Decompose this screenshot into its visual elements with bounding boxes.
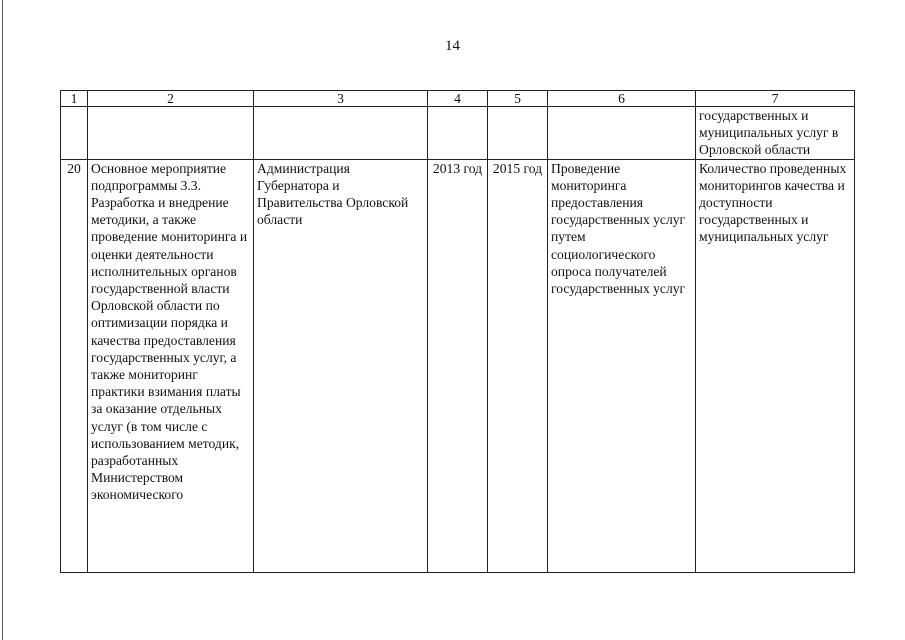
header-row — [61, 91, 855, 107]
header-col-4: 4 — [428, 91, 488, 107]
continued-row — [61, 107, 855, 160]
header-col-3: 3 — [254, 91, 428, 107]
page-number: 14 — [445, 38, 460, 54]
end-year-cell: 2015 год — [488, 159, 548, 572]
table-row-20 — [61, 159, 855, 572]
indicator-cell: Количество проведенных мониторингов качества и доступности государственных и муниципальных услуг — [696, 159, 855, 572]
scan-edge-line — [2, 0, 3, 640]
program-table — [60, 90, 855, 573]
row-number: 20 — [61, 159, 88, 572]
cont-cell-1 — [61, 107, 88, 160]
header-col-1: 1 — [61, 91, 88, 107]
result-cell: Проведение мониторинга предоставления государственных услуг путем социологического опроса получателей государственных услуг — [548, 159, 696, 572]
header-col-6: 6 — [548, 91, 696, 107]
cont-cell-2 — [88, 107, 254, 160]
cont-cell-6 — [548, 107, 696, 160]
cont-cell-4 — [428, 107, 488, 160]
executor-cell: Администрация Губернатора и Правительства Орловской области — [254, 159, 428, 572]
header-col-5: 5 — [488, 91, 548, 107]
start-year-cell: 2013 год — [428, 159, 488, 572]
cont-cell-3 — [254, 107, 428, 160]
header-col-2: 2 — [88, 91, 254, 107]
cont-cell-7: государственных и муниципальных услуг в Орловской области — [696, 107, 855, 160]
cont-cell-5 — [488, 107, 548, 160]
activity-cell: Основное мероприятие подпрограммы 3.3. Разработка и внедрение методики, а также проведение мониторинга и оценки деятельности исполнительных органов государственной власти Орловской области по оптимизации порядка и качества предоставления государственных услуг, а также мониторинг практики взимания платы за оказание отдельных услуг (в том числе с использованием методик, разработанных Министерством экономического — [88, 159, 254, 572]
header-col-7: 7 — [696, 91, 855, 107]
